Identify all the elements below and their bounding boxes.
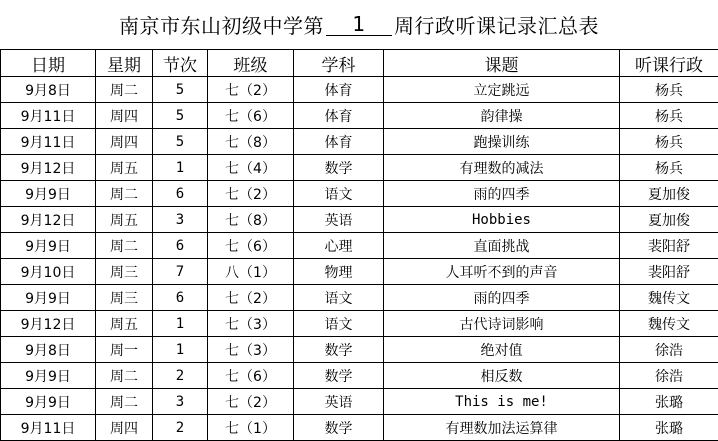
cell-period[interactable]: 5 (153, 129, 208, 155)
cell-topic[interactable]: 相反数 (384, 363, 620, 389)
cell-observer[interactable]: 杨兵 (620, 77, 718, 103)
page-title (0, 0, 718, 49)
cell-period[interactable]: 7 (153, 259, 208, 285)
cell-class[interactable]: 七（6） (208, 233, 294, 259)
cell-date[interactable]: 9月11日 (1, 129, 96, 155)
header-subject: 学科 (294, 50, 384, 77)
table-row (1, 103, 718, 129)
cell-observer[interactable]: 魏传文 (620, 285, 718, 311)
cell-class[interactable]: 七（8） (208, 207, 294, 233)
cell-weekday[interactable]: 周一 (96, 337, 153, 363)
cell-subject[interactable]: 英语 (294, 389, 384, 415)
cell-subject[interactable]: 数学 (294, 415, 384, 441)
cell-observer[interactable]: 张璐 (620, 415, 718, 441)
table-row (1, 415, 718, 441)
cell-class[interactable]: 七（1） (208, 415, 294, 441)
cell-class[interactable]: 七（3） (208, 311, 294, 337)
cell-class[interactable]: 七（2） (208, 285, 294, 311)
cell-observer[interactable]: 徐浩 (620, 363, 718, 389)
cell-topic[interactable]: This is me! (384, 389, 620, 415)
cell-class[interactable]: 七（2） (208, 181, 294, 207)
cell-weekday[interactable]: 周四 (96, 103, 153, 129)
cell-date[interactable]: 9月12日 (1, 207, 96, 233)
cell-period[interactable]: 5 (153, 77, 208, 103)
table-row (1, 363, 718, 389)
cell-weekday[interactable]: 周五 (96, 311, 153, 337)
cell-weekday[interactable]: 周三 (96, 259, 153, 285)
cell-topic[interactable]: 雨的四季 (384, 285, 620, 311)
cell-weekday[interactable]: 周二 (96, 233, 153, 259)
header-period: 节次 (153, 50, 208, 77)
cell-weekday[interactable]: 周四 (96, 415, 153, 441)
cell-class[interactable]: 七（8） (208, 129, 294, 155)
cell-period[interactable]: 5 (153, 103, 208, 129)
cell-observer[interactable]: 夏加俊 (620, 207, 718, 233)
cell-period[interactable]: 6 (153, 233, 208, 259)
cell-subject[interactable]: 数学 (294, 363, 384, 389)
cell-date[interactable]: 9月11日 (1, 415, 96, 441)
cell-subject[interactable]: 体育 (294, 77, 384, 103)
cell-topic[interactable]: 直面挑战 (384, 233, 620, 259)
cell-subject[interactable]: 数学 (294, 155, 384, 181)
table-row (1, 207, 718, 233)
cell-topic[interactable]: 人耳听不到的声音 (384, 259, 620, 285)
cell-date[interactable]: 9月9日 (1, 389, 96, 415)
cell-topic[interactable]: 韵律操 (384, 103, 620, 129)
cell-topic[interactable]: Hobbies (384, 207, 620, 233)
table-row (1, 311, 718, 337)
cell-class[interactable]: 七（2） (208, 389, 294, 415)
cell-weekday[interactable]: 周二 (96, 389, 153, 415)
cell-date[interactable]: 9月9日 (1, 363, 96, 389)
header-weekday: 星期 (96, 50, 153, 77)
title-suffix: 周行政听课记录汇总表 (394, 10, 599, 39)
cell-observer[interactable]: 徐浩 (620, 337, 718, 363)
cell-subject[interactable]: 数学 (294, 337, 384, 363)
cell-class[interactable]: 七（2） (208, 77, 294, 103)
cell-weekday[interactable]: 周二 (96, 363, 153, 389)
title-prefix: 南京市东山初级中学第 (119, 10, 324, 39)
table-row (1, 181, 718, 207)
cell-subject[interactable]: 物理 (294, 259, 384, 285)
cell-topic[interactable]: 雨的四季 (384, 181, 620, 207)
cell-weekday[interactable]: 周五 (96, 207, 153, 233)
cell-observer[interactable]: 杨兵 (620, 155, 718, 181)
week-number: 1 (326, 13, 392, 36)
cell-subject[interactable]: 语文 (294, 285, 384, 311)
cell-topic[interactable]: 跑操训练 (384, 129, 620, 155)
cell-date[interactable]: 9月9日 (1, 285, 96, 311)
cell-weekday[interactable]: 周三 (96, 285, 153, 311)
cell-observer[interactable]: 裴阳舒 (620, 259, 718, 285)
cell-date[interactable]: 9月9日 (1, 233, 96, 259)
cell-class[interactable]: 七（4） (208, 155, 294, 181)
cell-date[interactable]: 9月11日 (1, 103, 96, 129)
cell-period[interactable]: 3 (153, 207, 208, 233)
cell-subject[interactable]: 体育 (294, 103, 384, 129)
cell-period[interactable]: 1 (153, 155, 208, 181)
cell-subject[interactable]: 心理 (294, 233, 384, 259)
table-body (1, 77, 718, 441)
cell-topic[interactable]: 有理数的减法 (384, 155, 620, 181)
cell-observer[interactable]: 夏加俊 (620, 181, 718, 207)
cell-period[interactable]: 2 (153, 363, 208, 389)
cell-topic[interactable]: 立定跳远 (384, 77, 620, 103)
cell-subject[interactable]: 英语 (294, 207, 384, 233)
cell-period[interactable]: 6 (153, 181, 208, 207)
cell-subject[interactable]: 语文 (294, 181, 384, 207)
table-row (1, 389, 718, 415)
table-row (1, 259, 718, 285)
cell-date[interactable]: 9月8日 (1, 337, 96, 363)
table-row (1, 233, 718, 259)
header-topic: 课题 (384, 50, 620, 77)
cell-observer[interactable]: 裴阳舒 (620, 233, 718, 259)
cell-period[interactable]: 2 (153, 415, 208, 441)
cell-date[interactable]: 9月10日 (1, 259, 96, 285)
cell-date[interactable]: 9月12日 (1, 311, 96, 337)
cell-class[interactable]: 七（3） (208, 337, 294, 363)
cell-weekday[interactable]: 周二 (96, 181, 153, 207)
cell-subject[interactable]: 体育 (294, 129, 384, 155)
header-row (1, 50, 718, 77)
cell-period[interactable]: 1 (153, 311, 208, 337)
cell-weekday[interactable]: 周四 (96, 129, 153, 155)
cell-weekday[interactable]: 周五 (96, 155, 153, 181)
table-row (1, 285, 718, 311)
cell-class[interactable]: 七（6） (208, 103, 294, 129)
header-observer: 听课行政 (620, 50, 718, 77)
table-row (1, 77, 718, 103)
cell-weekday[interactable]: 周二 (96, 77, 153, 103)
cell-topic[interactable]: 有理数加法运算律 (384, 415, 620, 441)
header-class: 班级 (208, 50, 294, 77)
cell-date[interactable]: 9月9日 (1, 181, 96, 207)
cell-class[interactable]: 七（6） (208, 363, 294, 389)
cell-topic[interactable]: 古代诗词影响 (384, 311, 620, 337)
cell-date[interactable]: 9月12日 (1, 155, 96, 181)
table-row (1, 155, 718, 181)
table-row (1, 337, 718, 363)
cell-period[interactable]: 6 (153, 285, 208, 311)
cell-period[interactable]: 1 (153, 337, 208, 363)
cell-class[interactable]: 八（1） (208, 259, 294, 285)
cell-observer[interactable]: 杨兵 (620, 103, 718, 129)
cell-date[interactable]: 9月8日 (1, 77, 96, 103)
cell-subject[interactable]: 语文 (294, 311, 384, 337)
observation-table (0, 49, 718, 441)
cell-observer[interactable]: 杨兵 (620, 129, 718, 155)
cell-observer[interactable]: 张璐 (620, 389, 718, 415)
cell-period[interactable]: 3 (153, 389, 208, 415)
header-date: 日期 (1, 50, 96, 77)
table-row (1, 129, 718, 155)
cell-topic[interactable]: 绝对值 (384, 337, 620, 363)
cell-observer[interactable]: 魏传文 (620, 311, 718, 337)
